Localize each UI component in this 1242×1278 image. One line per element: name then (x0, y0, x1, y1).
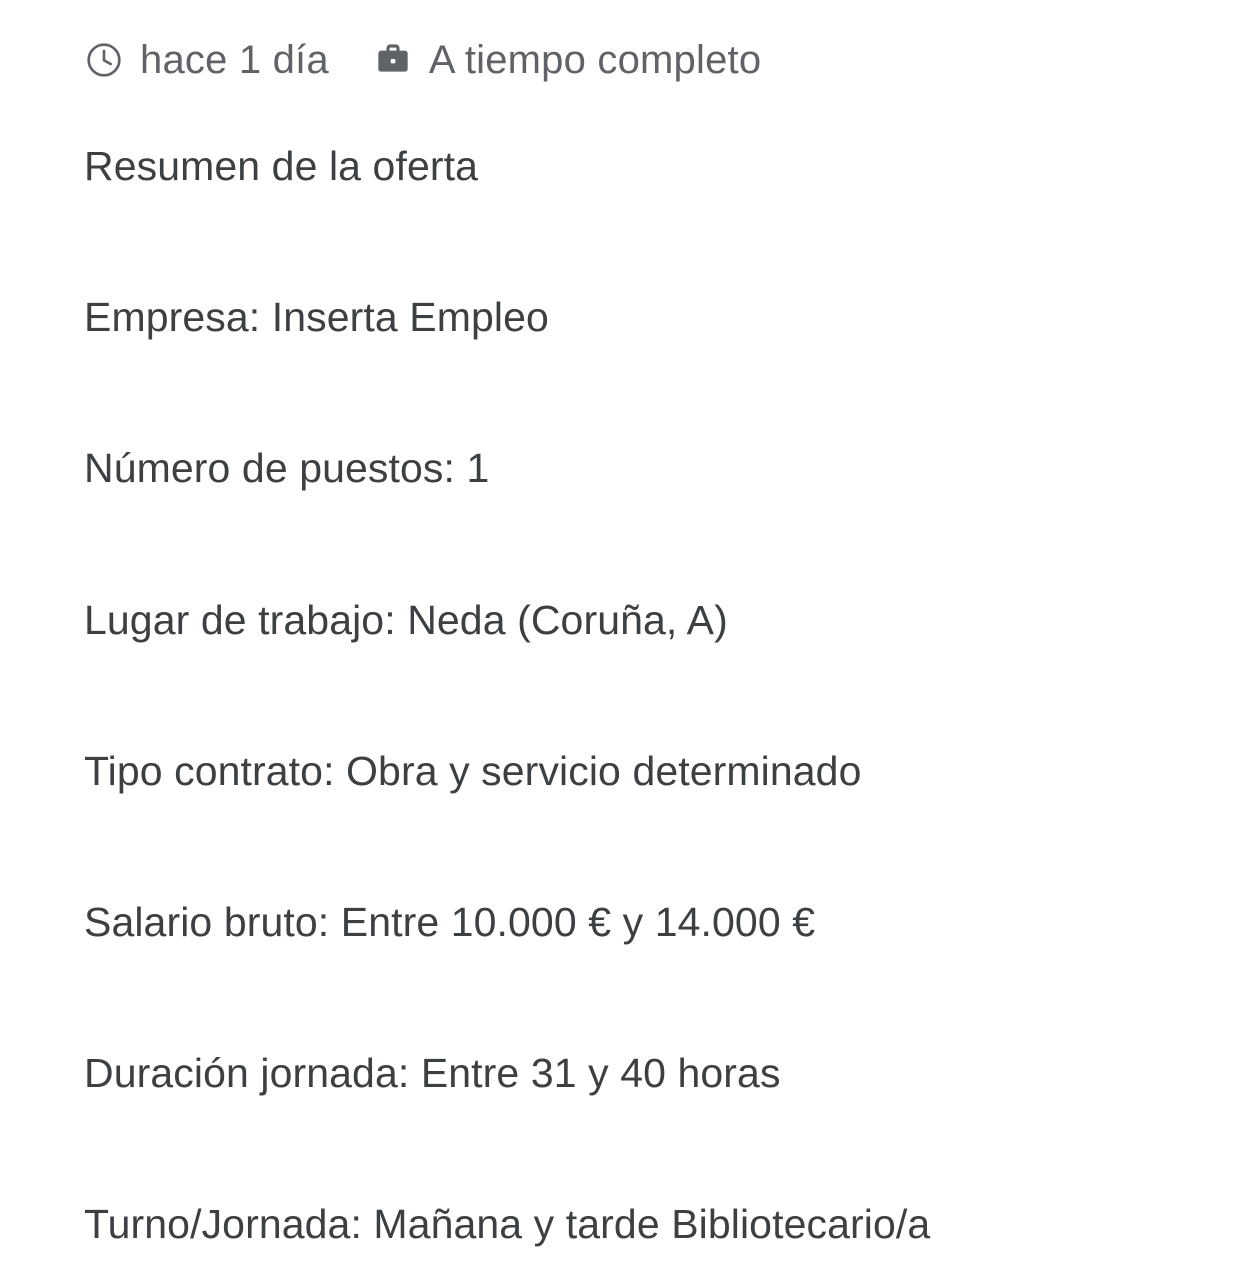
summary-line-lugar-trabajo: Lugar de trabajo: Neda (Coruña, A) (84, 596, 728, 643)
summary-line-salario-bruto: Salario bruto: Entre 10.000 € y 14.000 € (84, 898, 816, 945)
clock-icon (84, 40, 124, 80)
posted-time-label: hace 1 día (140, 37, 329, 82)
schedule-label: A tiempo completo (428, 37, 762, 82)
summary-section (84, 142, 1158, 1250)
offer-meta-row (84, 0, 1158, 120)
schedule-meta (373, 38, 761, 83)
summary-line-duracion-jornada: Duración jornada: Entre 31 y 40 horas (84, 1050, 781, 1097)
briefcase-icon (373, 40, 413, 80)
summary-line-turno-jornada: Turno/Jornada: Mañana y tarde Bibliotecario/a (84, 1201, 931, 1248)
summary-line-numero-puestos: Número de puestos: 1 (84, 445, 490, 492)
summary-heading: Resumen de la oferta (84, 143, 479, 189)
summary-line-empresa: Empresa: Inserta Empleo (84, 294, 549, 341)
posted-time-meta (84, 38, 329, 83)
summary-line-tipo-contrato: Tipo contrato: Obra y servicio determinado (84, 747, 862, 794)
